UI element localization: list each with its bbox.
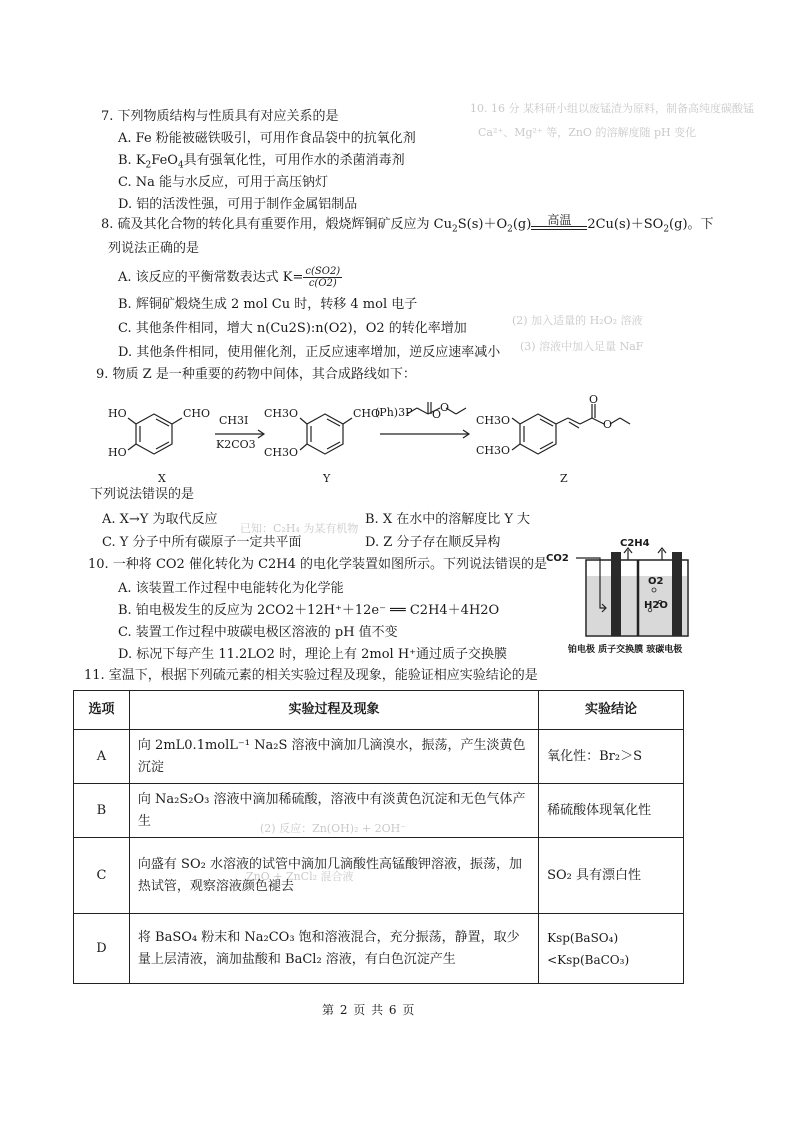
- row-procedure: 将 BaSO₄ 粉末和 Na₂CO₃ 饱和溶液混合，充分振荡，静置，取少量上层清液，滴加盐酸和 BaCl₂ 溶液，有白色沉淀产生: [129, 914, 538, 984]
- y-ch3o-bottom: CH3O: [264, 446, 299, 459]
- q9-option-a: A. X→Y 为取代反应: [102, 512, 218, 527]
- row-procedure: 向盛有 SO₂ 水溶液的试管中滴加几滴酸性高锰酸钾溶液，振荡，加热试管，观察溶液颜色褪去: [129, 838, 538, 914]
- q9-option-d: D. Z 分子存在顺反异构: [365, 535, 501, 550]
- q11-stem: 11. 室温下，根据下列硫元素的相关实验过程及现象，能验证相应实验结论的是: [84, 668, 538, 683]
- z-benzene-ring: [520, 414, 556, 454]
- q7-option-a: A. Fe 粉能被磁铁吸引，可用作食品袋中的抗氧化剂: [118, 131, 416, 146]
- q8-option-a: A. 该反应的平衡常数表达式 K= $\frac{c(SO2)}{c(O2)}$: [118, 266, 341, 289]
- label-z: Z: [560, 472, 568, 485]
- svg-text:O: O: [589, 393, 599, 406]
- q10-option-b: B. 铂电极发生的反应为 2CO2＋12H⁺＋12e⁻ ══ C2H4＋4H2O: [118, 603, 500, 618]
- header-conclusion: 实验结论: [539, 691, 684, 730]
- q7-stem: 7. 下列物质结构与性质具有对应关系的是: [101, 109, 339, 124]
- q10-stem: 10. 一种将 CO2 催化转化为 C2H4 的电化学装置如图所示。下列说法错误的是: [88, 557, 548, 572]
- z-ch3o-top: CH3O: [476, 414, 511, 427]
- q8-option-c: C. 其他条件相同，增大 n(Cu2S):n(O2)，O2 的转化率增加: [118, 321, 467, 336]
- glassy-carbon-electrode: [672, 552, 682, 636]
- q9-option-c: C. Y 分子中所有碳原子一定共平面: [102, 535, 302, 550]
- y-benzene-ring: [307, 414, 343, 454]
- y-cho: CHO: [353, 407, 381, 420]
- diagram-o2: O2: [648, 576, 664, 587]
- synthesis-route-diagram: [80, 392, 700, 492]
- diagram-co2: CO2: [546, 553, 569, 564]
- q8-stem: 8. 硫及其化合物的转化具有重要作用，煅烧辉铜矿反应为 $Cu_2S(s)+O_2(g)$ 高温 $2Cu(s)+SO_2(g)$。下: [101, 213, 714, 235]
- row-option: B: [74, 784, 130, 838]
- row-conclusion: 氧化性：Br₂＞S: [539, 730, 684, 784]
- reagent-wittig: (Ph)3P: [375, 406, 413, 419]
- header-option: 选项: [74, 691, 130, 730]
- page-footer: 第 2 页 共 6 页: [322, 1003, 416, 1017]
- q9-stem: 9. 物质 Z 是一种重要的药物中间体，其合成路线如下：: [96, 367, 416, 382]
- row-procedure: 向 Na₂S₂O₃ 溶液中滴加稀硫酸，溶液中有淡黄色沉淀和无色气体产生: [129, 784, 538, 838]
- table-row: [74, 838, 684, 914]
- platinum-electrode: [611, 552, 621, 636]
- q7-option-c: C. Na 能与水反应，可用于高压钠灯: [118, 175, 329, 190]
- equilibrium-fraction: $\frac{c(SO2)}{c(O2)}$: [305, 266, 341, 289]
- electrolysis-device-diagram: [544, 538, 700, 662]
- label-x: X: [158, 472, 166, 485]
- q7-option-b: B. $K_2FeO_4$具有强氧化性，可用作水的杀菌消毒剂: [118, 153, 405, 171]
- reaction-condition-arrow: 高温: [531, 214, 587, 234]
- q10-option-c: C. 装置工作过程中玻碳电极区溶液的 pH 值不变: [118, 625, 398, 640]
- table-row: [74, 730, 684, 784]
- reagent-k2co3: K2CO3: [216, 438, 256, 451]
- row-conclusion: 稀硫酸体现氧化性: [539, 784, 684, 838]
- table-header-row: [74, 691, 684, 730]
- table-row: [74, 914, 684, 984]
- q10-option-a: A. 该装置工作过程中电能转化为化学能: [118, 581, 344, 596]
- q8-option-d: D. 其他条件相同，使用催化剂，正反应速率增加，逆反应速率减小: [118, 345, 501, 360]
- q9-question: 下列说法错误的是: [90, 487, 195, 502]
- row-conclusion: Ksp(BaSO₄)<Ksp(BaCO₃): [539, 914, 684, 984]
- row-option: C: [74, 838, 130, 914]
- svg-text:O: O: [603, 418, 613, 431]
- x-cho: CHO: [183, 407, 211, 420]
- label-y: Y: [323, 472, 331, 485]
- q10-option-d: D. 标况下每产生 11.2LO2 时，理论上有 2mol H⁺通过质子交换膜: [118, 647, 508, 662]
- z-ch3o-bottom: CH3O: [476, 444, 511, 457]
- reagent-ch3i: CH3I: [219, 414, 249, 427]
- diagram-labels: 铂电极 质子交换膜 玻碳电极: [568, 645, 683, 655]
- y-ch3o-top: CH3O: [264, 407, 299, 420]
- x-benzene-ring: [136, 414, 172, 454]
- diagram-c2h4: C2H4: [620, 538, 650, 549]
- q7-option-d: D. 铝的活泼性强，可用于制作金属铝制品: [118, 197, 358, 212]
- svg-text:O: O: [432, 408, 442, 421]
- row-option: A: [74, 730, 130, 784]
- row-procedure: 向 2mL0.1molL⁻¹ Na₂S 溶液中滴加几滴溴水，振荡，产生淡黄色沉淀: [129, 730, 538, 784]
- experiment-table: [73, 690, 684, 984]
- table-row: [74, 784, 684, 838]
- row-option: D: [74, 914, 130, 984]
- x-ho-bottom: HO: [108, 446, 127, 459]
- diagram-h2o: H2O: [644, 600, 668, 611]
- row-conclusion: SO₂ 具有漂白性: [539, 838, 684, 914]
- q8-option-b: B. 辉铜矿煅烧生成 2 mol Cu 时，转移 4 mol 电子: [118, 297, 418, 312]
- q8-stem-line2: 列说法正确的是: [108, 241, 200, 256]
- x-ho-top: HO: [108, 407, 127, 420]
- header-procedure: 实验过程及现象: [129, 691, 538, 730]
- q9-option-b: B. X 在水中的溶解度比 Y 大: [365, 512, 531, 527]
- svg-text:O: O: [440, 401, 450, 414]
